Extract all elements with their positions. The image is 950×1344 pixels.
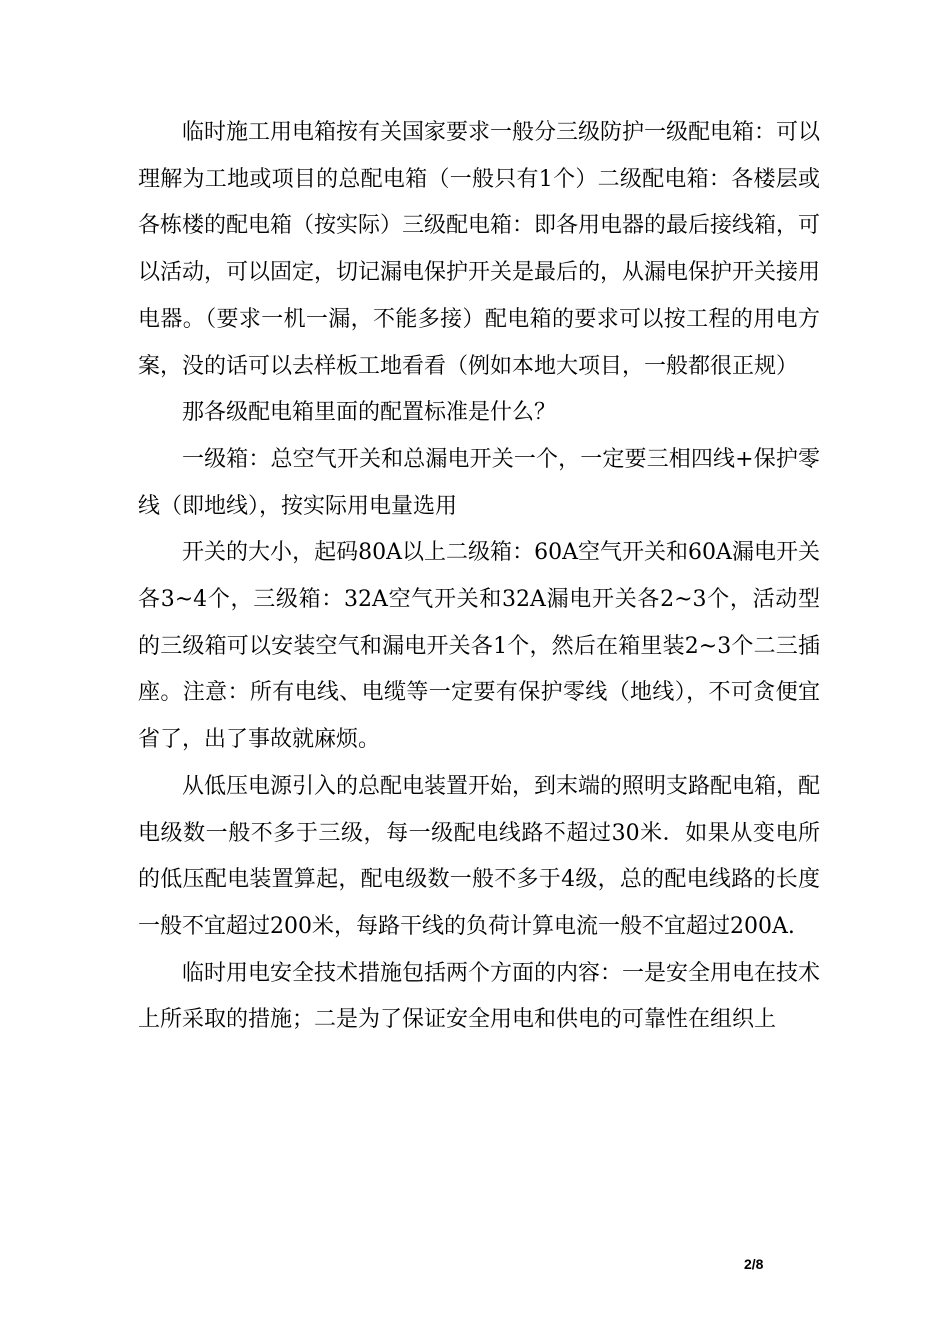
paragraph-4: 开关的大小，起码80A以上二级箱：60A空气开关和60A漏电开关各3~4个，三级箱：32A空气开关和32A漏电开关各2~3个，活动型的三级箱可以安装空气和漏电开关各1个，然后在箱里装2~3个二三插座。注意：所有电线、电缆等一定要有保护零线（地线），不可贪便宜省了，出了事故就麻烦。 — [138, 540, 820, 753]
paragraph-1: 临时施工用电箱按有关国家要求一般分三级防护一级配电箱：可以理解为工地或项目的总配电箱（一般只有1个）二级配电箱：各楼层或各栋楼的配电箱（按实际）三级配电箱：即各用电器的最后接线箱，可以活动，可以固定，切记漏电保护开关是最后的，从漏电保护开关接用电器。（要求一机一漏，不能多接）配电箱的要求可以按工程的用电方案，没的话可以去样板工地看看（例如本地大项目，一般都很正规） — [138, 120, 821, 379]
document-body — [138, 110, 820, 1044]
paragraph-6: 临时用电安全技术措施包括两个方面的内容：一是安全用电在技术上所采取的措施；二是为了保证安全用电和供电的可靠性在组织上 — [138, 960, 821, 1033]
paragraph-2: 那各级配电箱里面的配置标准是什么？ — [182, 400, 557, 426]
paragraph-3: 一级箱：总空气开关和总漏电开关一个，一定要三相四线+保护零线（即地线），按实际用电量选用 — [138, 446, 820, 519]
paragraph-5: 从低压电源引入的总配电装置开始，到末端的照明支路配电箱，配电级数一般不多于三级，每一级配电线路不超过30米．如果从变电所的低压配电装置算起，配电级数一般不多于4级，总的配电线路的长度一般不宜超过200米，每路干线的负荷计算电流一般不宜超过200A. — [138, 773, 821, 939]
page-number: 2/8 — [744, 1256, 764, 1272]
